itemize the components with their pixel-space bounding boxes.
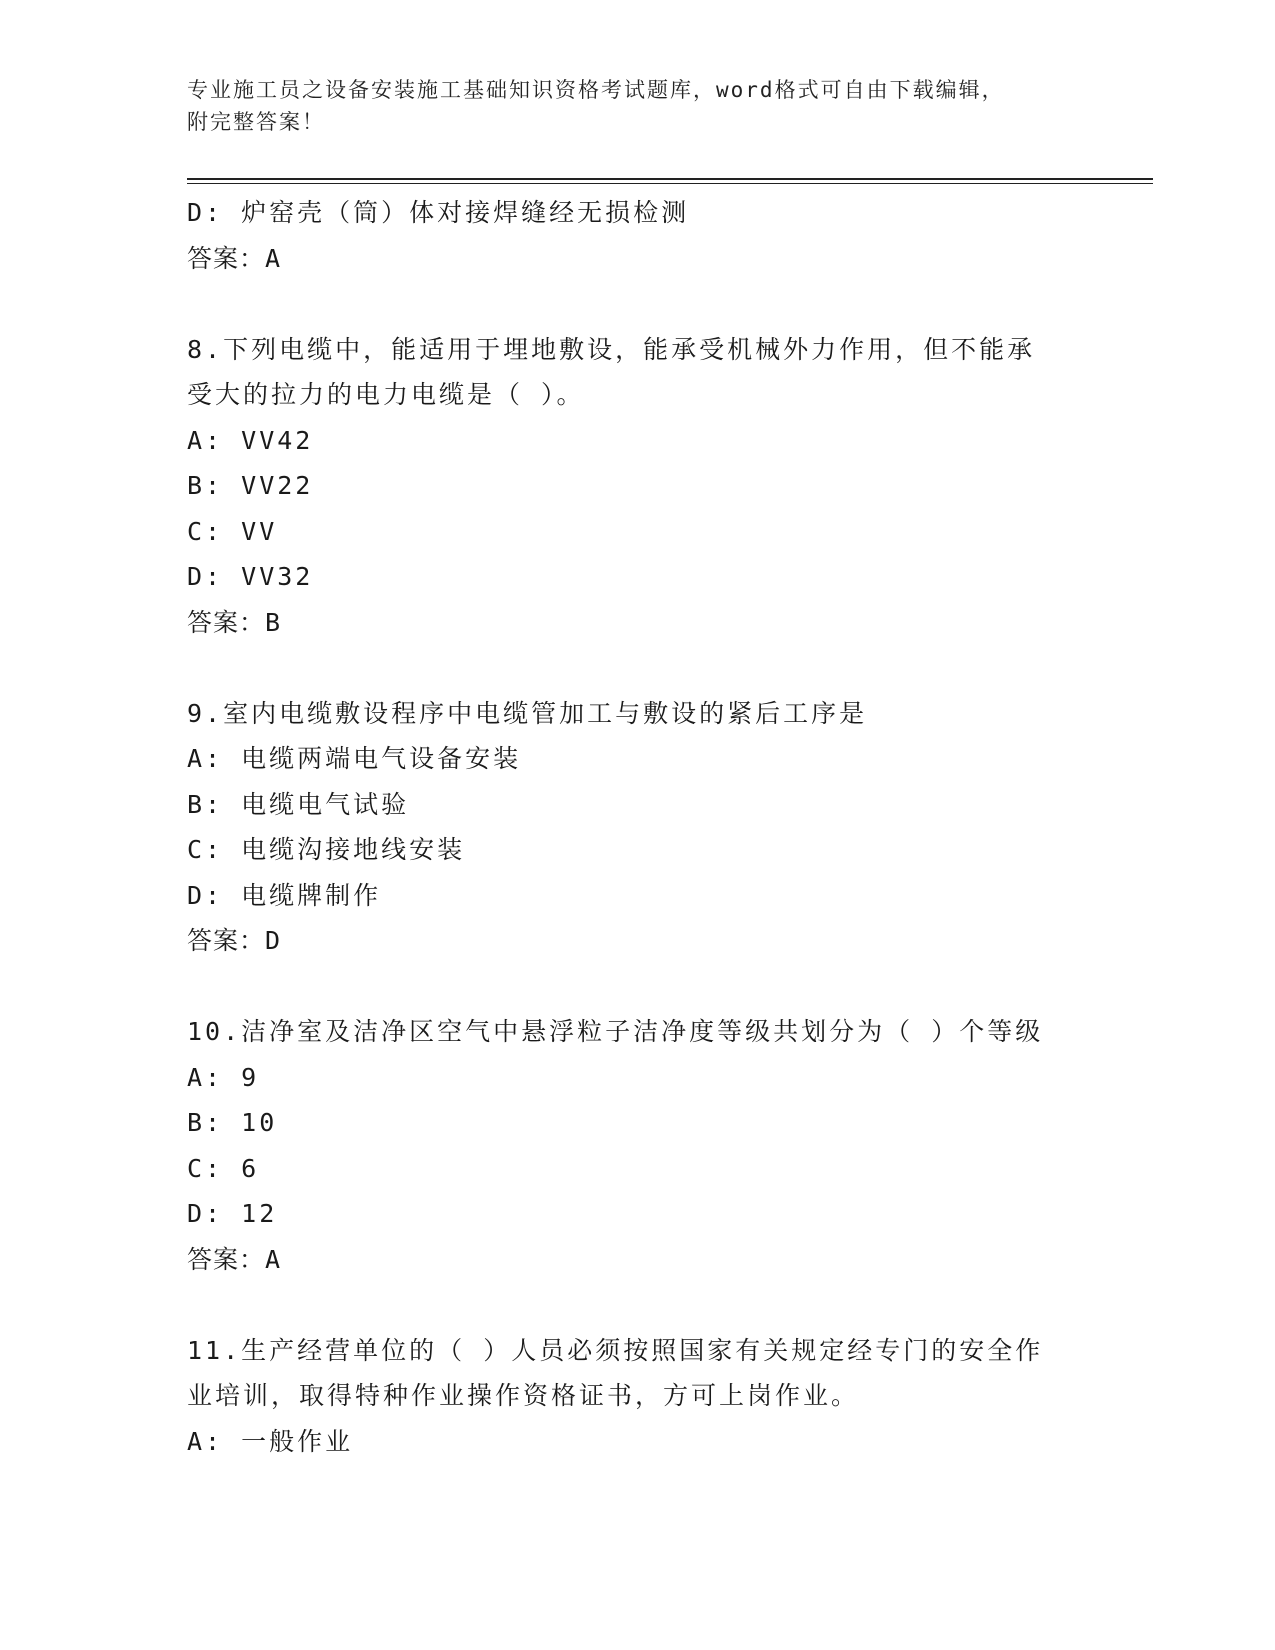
document-header: [187, 74, 1087, 138]
question-9-text-line-1: 9.室内电缆敷设程序中电缆管加工与敷设的紧后工序是: [187, 698, 868, 728]
question-11-text-line-2: 业培训，取得特种作业操作资格证书，方可上岗作业。: [187, 1381, 860, 1410]
question-9-option-d: D: 电缆牌制作: [187, 880, 382, 910]
question-8-option-b: B: VV22: [187, 471, 314, 500]
question-8: [187, 327, 1087, 646]
question-9-answer: 答案：D: [187, 926, 282, 955]
question-11-text-line-1: 11.生产经营单位的（ ）人员必须按照国家有关规定经专门的安全作: [187, 1335, 1044, 1365]
question-9-option-a: A: 电缆两端电气设备安装: [187, 744, 522, 773]
header-divider-thick: [187, 178, 1153, 180]
question-content: [187, 190, 1087, 1464]
question-8-text-line-2: 受大的拉力的电力电缆是（ ）。: [187, 380, 585, 409]
question-10-option-d: D: 12: [187, 1199, 278, 1228]
question-9: [187, 691, 1087, 964]
question-8-option-d: D: VV32: [187, 562, 314, 591]
header-divider-thin: [187, 183, 1153, 184]
question-9-option-b: B: 电缆电气试验: [187, 789, 410, 819]
question-9-option-c: C: 电缆沟接地线安装: [187, 835, 466, 864]
question-8-text-line-1: 8.下列电缆中，能适用于埋地敷设，能承受机械外力作用，但不能承: [187, 334, 1036, 364]
prev-answer: 答案：A: [187, 243, 282, 273]
question-10-option-a: A: 9: [187, 1062, 260, 1092]
header-line-1: 专业施工员之设备安装施工基础知识资格考试题库，word格式可自由下载编辑，: [187, 78, 1005, 102]
spacer: [187, 1282, 1087, 1328]
header-line-2: 附完整答案！: [187, 110, 325, 134]
spacer: [187, 964, 1087, 1010]
question-10-option-b: B: 10: [187, 1108, 278, 1137]
question-8-option-a: A: VV42: [187, 425, 314, 455]
question-11: [187, 1328, 1087, 1465]
question-8-answer: 答案：B: [187, 607, 282, 637]
prev-option-d: D: 炉窑壳（筒）体对接焊缝经无损检测: [187, 198, 690, 227]
question-10-option-c: C: 6: [187, 1153, 260, 1183]
question-10-text-line-1: 10.洁净室及洁净区空气中悬浮粒子洁净度等级共划分为（ ）个等级: [187, 1017, 1044, 1046]
spacer: [187, 645, 1087, 691]
question-10-answer: 答案：A: [187, 1244, 282, 1274]
spacer: [187, 281, 1087, 327]
question-11-option-a: A: 一般作业: [187, 1426, 354, 1456]
question-8-option-c: C: VV: [187, 516, 278, 546]
question-10: [187, 1009, 1087, 1282]
